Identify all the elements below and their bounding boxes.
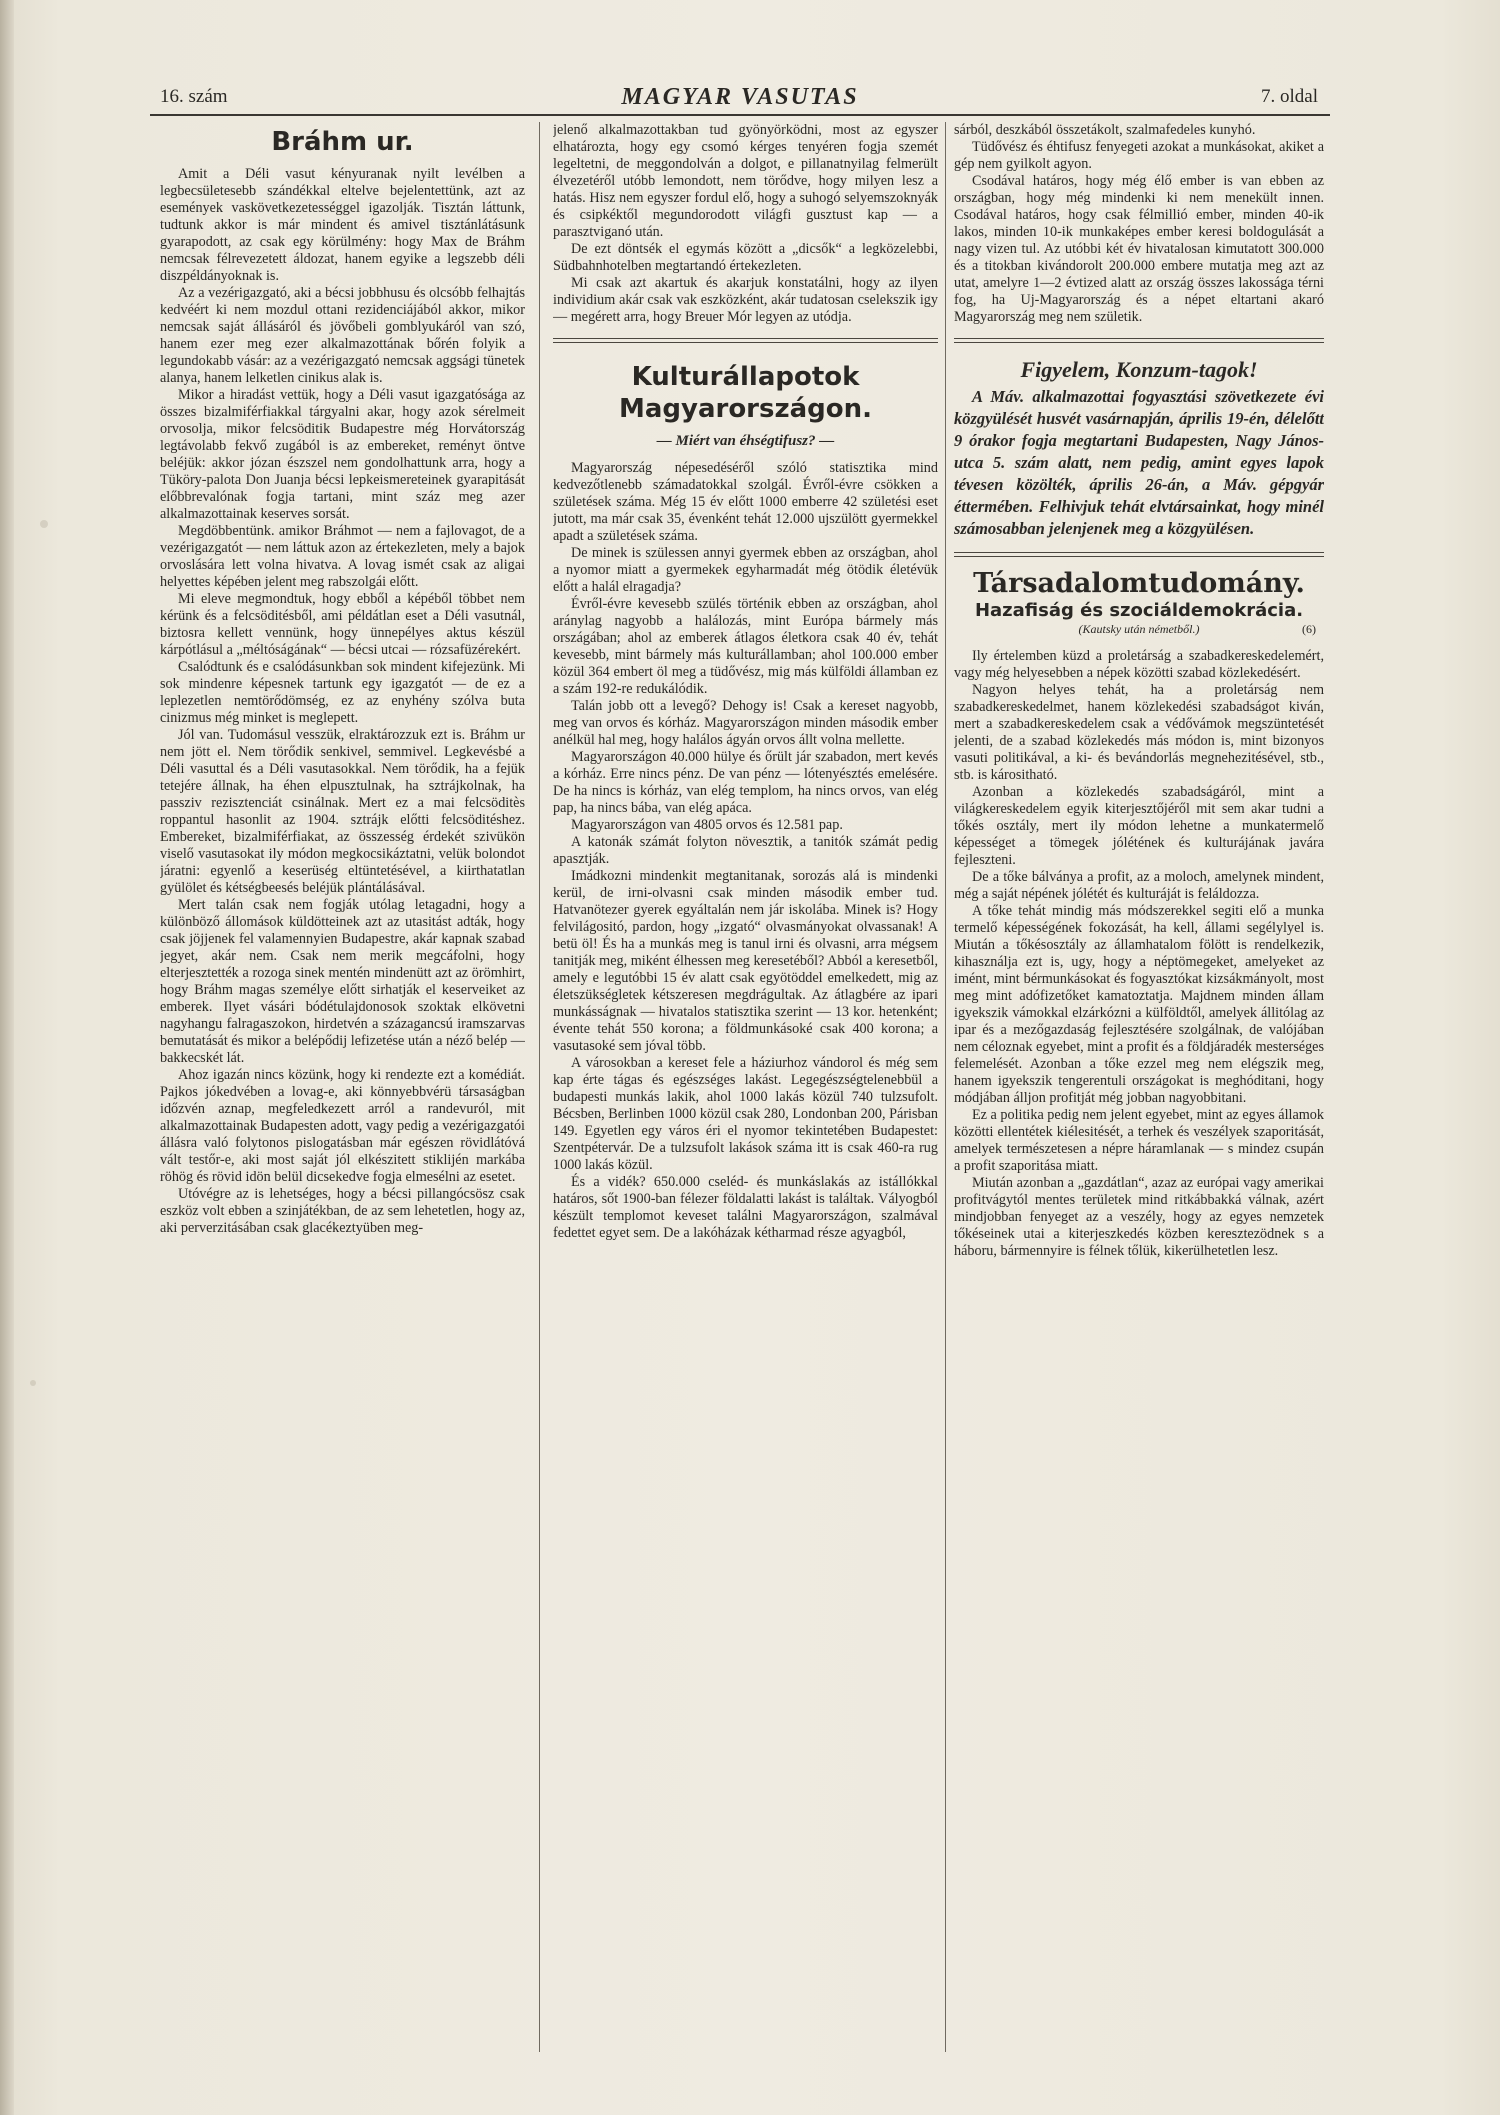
paragraph: Jól van. Tudomásul vesszük, elraktározzuk ezt is. Bráhm ur nem jött el. Nem törődik senkivel, semmivel. Legkevésbé a Déli vasuttal és a Déli vasutasokkal. Nem törődik, ha a fejük tetejére állnak, ha éhen elpusztulnak, ha sztrájkolnak, ha passziv rezisztenciát csinálnak. Mert ez a mai felcsöditès roppantul hasonlit az 1904. sztrájk előtti felcsöditéshez. Embereket, bizalmiférfiakat, az összesség érdekét szivükön viselő vasutasokat ily módon megkocsikáztatni, velük bolondot járatni: egyenlő a keserüség eltüntetésével, a kiirthatatlan gyülölet és kétségbeesés beléjük plántálásával. [160,727,525,896]
section-rule [553,338,938,343]
paragraph: sárból, deszkából összetákolt, szalmafedeles kunyhó. [954,122,1256,138]
notice-text: A Máv. alkalmazottai fogyasztási szövetkezete évi közgyülését husvét vasárnapján, április 19-én, délelőtt 9 órakor fogja megtartani Budapesten, Nagy János-utca 5. szám alatt, nem pedig, amint egyes lapok tévesen közölték, április 26-án, a Máv. gépgyár éttermében. Felhivjuk tehát elvtársainkat, hogy minél számosabban jelenjenek meg a közgyülésen. [954,387,1324,538]
paragraph: Miután azonban a „gazdátlan“, azaz az európai vagy amerikai profitvágytól mentes területek mind ritkábbakká válnak, azért mindjobban fenyeget az a veszély, hogy az egyes nemzetek tőkéseinek utai a kiterjeszkedés közben keresztezödnek s a háboru, bármennyire is félnek tőlük, kikerülhetetlen lesz. [954,1175,1324,1259]
installment-number: (6) [1302,622,1316,636]
paragraph: Imádkozni mindenkit megtanitanak, sorozás alá is mindenki kerül, de irni-olvasni csak minden második ember tud. Hatvanötezer gyerek egyáltalán nem jár iskolába. Minek is? Hogy felvilágositó, pardon, hogy „izgató“ olvasmányokat olvassanak! A betü öl! És ha a munkás meg is tanul irni és olvasni, arra mégsem tanitják meg, miként élhessen meg keresetéből? Abból a keresetből, amely e legutóbbi 15 év alatt csak egyötöddel emelkedett, mig az életszükségletek kétszeresen megdrágultak. Az átlagbére az ipari munkásságnak — hivatalos statisztika szerint — 13 kor. hetenként; évente tehát 550 korona; a földmunkásoké csak 400 korona; a vasutasoké sem jóval több. [553,868,938,1054]
article-title-brahm: Bráhm ur. [271,127,414,157]
paper-mark [40,520,48,528]
paragraph: De ezt döntsék el egymás között a „dicsők“ a legközelebbi, Südbahnhotelben megtartandó értekezleten. [553,241,938,274]
paper-mark [30,1380,36,1386]
paragraph: Csodával határos, hogy még élő ember is van ebben az országban, hogy még mindenki ki nem menekült innen. Csodával határos, hogy csak félmillió ember, minden 40-ik lakos, minden 10-ik munkaképes ember keresi boldogulását a nagy vizen tul. Az utóbbi két év hivatalosan kimutatott 300.000 és a titokban kivándorolt 200.000 embere mutatja meg azt az utat, amelyre 1—2 évtized alatt az ország összes lakossága térni fog, ha Uj-Magyarország és a népet eltartani akaró Magyarország meg nem születik. [954,173,1324,325]
paragraph: Talán jobb ott a levegő? Dehogy is! Csak a kereset nagyobb, meg van orvos és kórház. Magyarországon minden második ember anélkül hal meg, hogy halálos ágyán orvos állt volna mellette. [553,698,938,748]
paragraph: Ez a politika pedig nem jelent egyebet, mint az egyes államok közötti ellentétek kiélesitését, a terhek és veszélyek szaporitását, amelyek természetesen a népre háramlanak — s mindez csupán a profit szaporitása miatt. [954,1107,1324,1174]
paragraph: De a tőke bálványa a profit, az a moloch, amelynek mindent, még a saját népének jólétét és kulturáját is feláldozza. [954,869,1324,902]
paragraph: Az a vezérigazgató, aki a bécsi jobbhusu és olcsóbb felhajtás kedvéért ki nem mozdul ottani rezidenciájából akkor, mikor nemcsak saját állásáról és jövőbeli gomblyukáról van szó, hanem ezer meg ezer alkalmazottának bőrén folyik a legundokabb vásár: az a vezérigazgató nemcsak aggsági tünetek alanya, hanem lelketlen cinikus alak is. [160,285,525,386]
notice-title: Figyelem, Konzum-tagok! [1020,357,1258,382]
paragraph: Ahoz igazán nincs közünk, hogy ki rendezte ezt a komédiát. Pajkos jókedvében a lovag-e, aki könnyebbvérü társaságban időzvén aznap, megfeledkezett arról a randevuról, mit alkalmazottainak Budapesten adott, vagy pedig a vezérigazgatói állásra való folytonos pislogatásban már egészen rövidlátóvá vált testőr-e, aki most saját jól elkészitett stiklijén markába röhög és rövid idön belül dicsekedve fogja elmesélni az esetet. [160,1067,525,1185]
paragraph: Mert talán csak nem fogják utólag letagadni, hogy a különböző állomások küldötteinek azt az utasitást adták, hogy csak jöjjenek fel valamennyien Budapestre, akár kapnak szabad jegyet, akár nem. Csak nem merik megcáfolni, hogy elterjesztették a rozoga sinek mentén mindenütt azt az örömhirt, hogy Bráhm magas személye előtt sirhatják el keserveiket az emberek. Ilyet vásári bódétulajdonosok szoktak elkövetni nagyhangu falragaszokon, hirdetvén a százagancsú iramszarvas bemutatását és mikor a belépődij lefizetése után a néző belép — bakkecskét lát. [160,897,525,1066]
paragraph: Magyarországon van 4805 orvos és 12.581 pap. [571,817,843,833]
column-divider [539,122,540,2052]
masthead-title: MAGYAR VASUTAS [621,84,859,110]
article-subtitle: — Miért van éhségtifusz? — [656,433,835,449]
article-title-hazafisag: Hazafiság és szociáldemokrácia. [974,600,1304,621]
article-title-kulturallapotok: Kulturállapotok Magyarországon. [618,362,873,424]
paragraph: Évről-évre kevesebb szülés történik ebben az országban, ahol aránylag nagyobb a halálozás, mint Európa bármely más országában; ahol az emberek átlagos életkora csak 40 év, tehát kevesebb, mint bármely más kulturállamban; ahol 100.000 ember közül 364 embert öl meg a tüdővész, mig más külföldi államban ez a szám 192-re redukálódik. [553,596,938,697]
paragraph: Amit a Déli vasut kényuranak nyilt levélben a legbecsületesebb szándékkal eltelve bejelentettünk, azt az események vaskövetkezetességgel igazolják. Tisztán láttunk, tudtunk akkor is már mindent és amivel tisztánlátásunk gyarapodott, az csak egy körülmény: hogy Max de Bráhm nemcsak félrevezetett áldozat, hanem egyike a legszebb déli diszpéldányoknak is. [160,166,525,284]
section-title-tarsadalomtudomany: Társadalomtudomány. [973,568,1305,599]
paragraph: Nagyon helyes tehát, ha a proletárság nem szabadkereskedelmet, hanem közlekedési szabadságot kiván, mert a szabadkereskedelem csak a védővámok megszüntetését jelenti, de a szabad közlekedés más módon is, mint bizonyos vasuti politikával, a ki- és bevándorlás megnehezitésével, stb., stb. is kárositható. [954,682,1324,783]
column-2 [553,122,938,2072]
paragraph: Mikor a hiradást vettük, hogy a Déli vasut igazgatósága az összes bizalmiférfiakkal tárgyalni akar, hogy azok sérelmeit orvosolja, mikor felcsöditik Budapestre még Horvátország legtávolabb fekvő zugából is az embereket, reményt öntve beléjük: akkor józan észszel nem gondolhattunk arra, hogy a Tüköry-palota Don Juanja bécsi lepkeismereteinek gyarapitását előbbrevalónak fogja tartani, mint száz meg azer alkalmazottainak keserves sorsát. [160,387,525,522]
paragraph: A katonák számát folyton növesztik, a tanitók számát pedig apasztják. [553,834,938,867]
article-source-line [954,621,1324,638]
konzum-notice [954,357,1324,540]
page-spine-shadow [0,0,14,2115]
paragraph: Megdöbbentünk. amikor Bráhmot — nem a fajlovagot, de a vezérigazgatót — nem láttuk azon az értekezleten, mely a bajok orvoslására lett volna hivatva. A lovag ismét csak az aligai helyettes képében jelent meg rabszolgái előtt. [160,523,525,590]
paragraph: Tüdővész és éhtifusz fenyegeti azokat a munkásokat, akiket a gép nem gyilkolt agyon. [954,139,1324,172]
paragraph: Utóvégre az is lehetséges, hogy a bécsi pillangócsösz csak eszköz volt ebben a szinjátékban, de az sem lehetetlen, hogy az, aki perverzitásában csak glacékeztyüben meg- [160,1186,525,1236]
paragraph: Magyarország népesedéséről szóló statisztika mind kedvezőtlenebb számadatokkal szolgál. Évről-évre csökken a születések száma. Még 15 év előtt 1000 emberre 42 születési eset jutott, ma már csak 35, évenként tehát 12.000 ujszülött gyermekkel apadt a születések száma. [553,460,938,544]
paragraph: Mi eleve megmondtuk, hogy ebből a képéből többet nem kérünk és a felcsöditésből, ami példátlan eset a Déli vasutnál, biztosra kellett vennünk, hogy ünnepélyes aktus készül kárpótlásul a „méltóságának“ — bécsi utcai — rózsafüzérekért. [160,591,525,658]
paragraph: De minek is szülessen annyi gyermek ebben az országban, ahol a nyomor miatt a gyermekek egyharmadát még ötödik életévük előtt a halál elragadja? [553,545,938,595]
page-number: 7. oldal [1261,86,1318,107]
paragraph: A tőke tehát mindig más módszerekkel segiti elő a munka termelő képességének fokozását, ha kell, állami segélylyel is. Miután a tőkésosztály az államhatalom fölött is rendelkezik, kihasználja ezt is, ugy, hogy a néptömegeket, amelyeket az imént, mint bérmunkásokat és fogyasztókat kizsákmányolt, most meg mint adófizetőket kamatoztatja. Majdnem minden állam igyekszik vámokkal elzárkózni a külföldtől, amelyek állitólag az ipar és a mezőgazdaság fejlesztésére szolgálnak, de valójában nem céloznak egyebet, mint a profit és a földjáradék mesterséges felemelését. Azonban a tőke ezzel meg nem elégszik meg, hanem igyekszik tengerentuli országokat is meghóditani, hogy módjában álljon profitját még jobban nagyobbitani. [954,903,1324,1106]
paragraph: És a vidék? 650.000 cseléd- és munkáslakás az istállókkal határos, sőt 1900-ban félezer földalatti lakást is találtak. Vályogból készült templomot keveset találni Magyarországon, szalmával fedettet egyet sem. De a lakóházak kétharmad része agyagból, [553,1174,938,1241]
paragraph: Mi csak azt akartuk és akarjuk konstatálni, hogy az ilyen individium akár csak vak eszközként, akár tudatosan cselekszik igy — megérett arra, hogy Breuer Mór legyen az utódja. [553,275,938,325]
paragraph: Magyarországon 40.000 hülye és őrült jár szabadon, mert kevés a kórház. Erre nincs pénz. De van pénz — lótenyésztés emelésére. De ha nincs is kórház, van elég templom, ha nincs orvos, van elég pap, ha nincs bába, van elég apáca. [553,749,938,816]
column-divider [945,122,946,2052]
paragraph: jelenő alkalmazottakban tud gyönyörködni, most az egyszer elhatározta, hogy egy csomó kérges tenyéren fogja szemét legeltetni, de meggondolván a dolgot, e pillanatnyilag felmerült élvezetéről utóbb lemondott, nem törődve, hogy milyen lesz a hatás. Hisz nem egyszer fordul elő, hogy a suhogó selyemszoknyák és csipkéktől megundorodott világfi gusztust kap — a parasztviganó után. [553,122,938,240]
paragraph: Csalódtunk és e csalódásunkban sok mindent kifejezünk. Mi sok mindenre képesnek tartunk egy igazgatót — de ez a leplezetlen nemtörődömség, ez az enyhény szólva buta cinizmus még minket is meglepett. [160,659,525,726]
paragraph: Ily értelemben küzd a proletárság a szabadkereskedelemért, vagy még helyesebben a népek közötti szabad közlekedésért. [954,648,1324,681]
issue-number: 16. szám [160,86,228,107]
article-source: (Kautsky után németből.) [1078,622,1200,636]
column-1 [160,122,525,2072]
section-rule [954,552,1324,557]
paragraph: Azonban a közlekedés szabadságáról, mint a világkereskedelem egyik kiterjesztőjéről mit sem akar tudni a tőkés osztály, mert ily módon lehetne a munkatermelő képességet a tömegek jólétének és kulturájának javára fejleszteni. [954,784,1324,868]
section-rule [954,338,1324,343]
paragraph: A városokban a kereset fele a háziurhoz vándorol és még sem kap érte tágas és egészséges lakást. Legegészségtelenebbül a budapesti munkás lakik, ahol 1000 lakás közül 740 tulzsufolt. Bécsben, Berlinben 1000 közül csak 280, Londonban 200, Párisban 149. Egyetlen egy város éri el nyomor tekintetében Budapestet: Szentpétervár. De a tulzsufolt lakások száma itt is csak 460-ra rug 1000 lakás közül. [553,1055,938,1173]
column-3 [954,122,1324,2072]
page-header [150,84,1330,116]
